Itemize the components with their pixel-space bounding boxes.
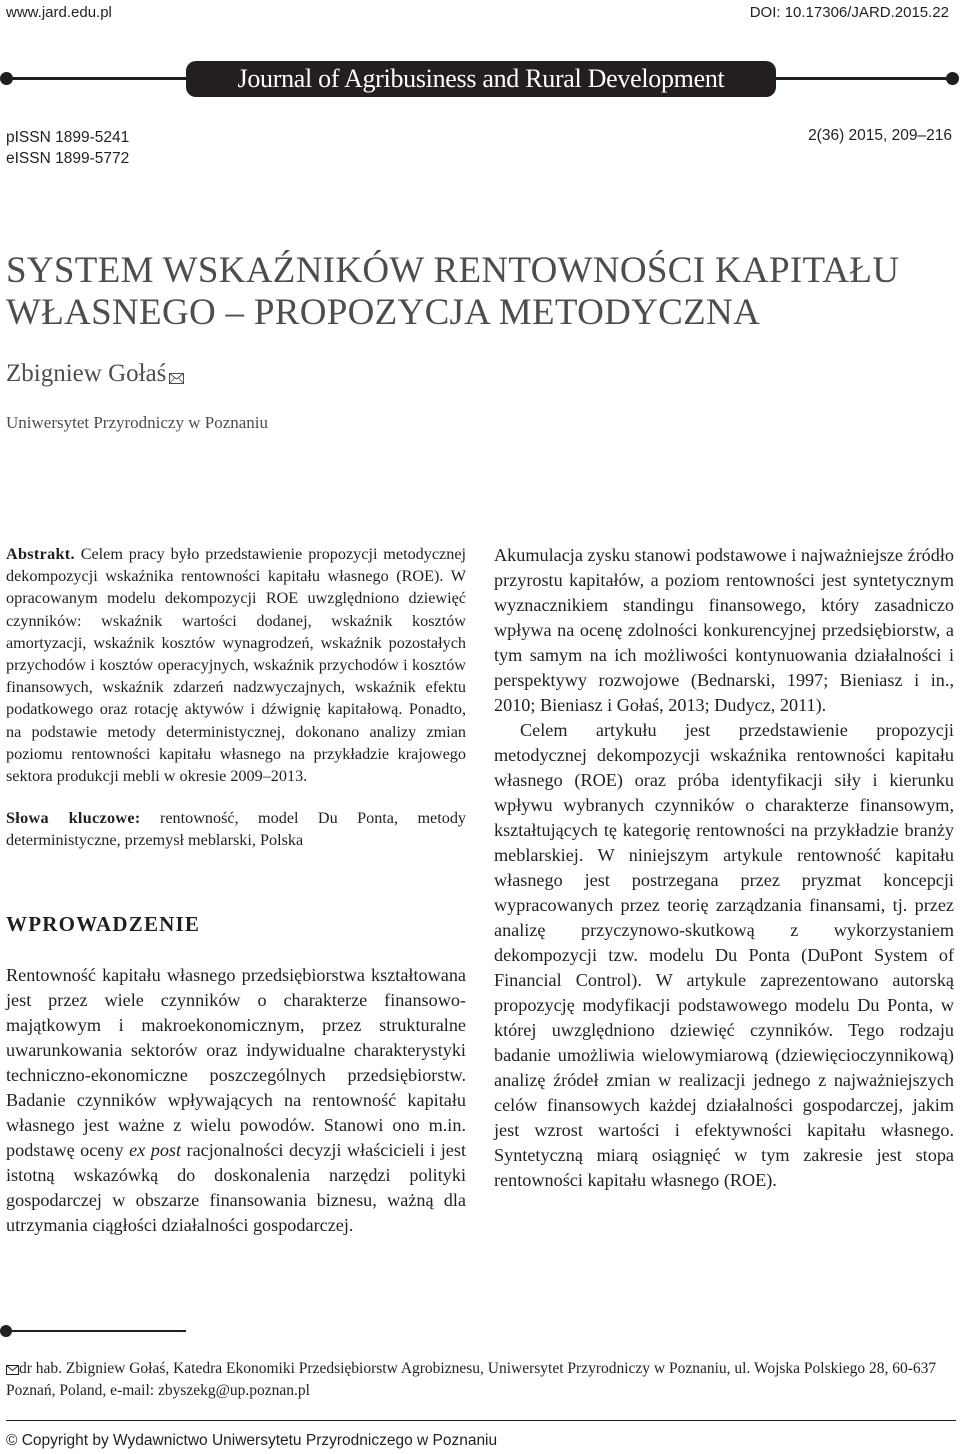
intro-paragraph-1 <box>6 963 466 1238</box>
affiliation: Uniwersytet Przyrodniczy w Poznaniu <box>6 413 269 432</box>
issn-block <box>6 127 129 169</box>
paragraph-text: racjonalności decyzji właścicieli i jest istotną wskazówką do doskonalenia narzędzi polityki gospodarczej w obszarze finansowania biznesu, ważną dla utrzymania ciągłości działalności gospodarczej. <box>6 1139 467 1235</box>
paragraph-text: Rentowność kapitału własnego przedsiębiorstwa kształtowana jest przez wiele czynników o charakterze finansowo-majątkowym i makroekonomicznym, przez strukturalne uwarunkowania sektorów oraz indywidualne charakterystyki techniczno-ekonomiczne poszczególnych przedsiębiorstw. Badanie czynników wpływających na rentowność kapitału własnego jest ważne z wielu powodów. Stanowi ono m.in. podstawę oceny <box>6 964 466 1160</box>
envelope-icon <box>169 363 184 391</box>
pissn: pISSN 1899-5241 <box>6 129 130 146</box>
article-title-line: WŁASNEGO – PROPOZYCJA METODYCZNA <box>6 292 761 333</box>
article-title-line: SYSTEM WSKAŹNIKÓW RENTOWNOŚCI KAPITAŁU <box>6 250 900 291</box>
journal-url[interactable]: www.jard.edu.pl <box>6 4 112 21</box>
italic-term: ex post <box>129 1139 182 1160</box>
page-divider <box>6 1420 956 1421</box>
doi-link[interactable]: DOI: 10.17306/JARD.2015.22 <box>749 4 949 21</box>
abstract-text: Celem pracy było przedstawienie propozycji metodycznej dekompozycji wskaźnika rentowności kapitału własnego (ROE). W opracowanym modelu dekompozycji ROE uwzględniono dziewięć czynników: wskaźnik wartości dodanej, wskaźnik kosztów amortyzacji, wskaźnik kosztów wynagrodzeń, wskaźnik pozostałych przychodów i kosztów operacyjnych, wskaźnik przychodów i kosztów finansowych, wskaźnik zdarzeń nadzwyczajnych, wskaźnik efektu podatkowego oraz rotację aktywów i dźwignię kapitałową. Ponadto, na podstawie metody deterministycznej, dokonano analizy zmian poziomu rentowności kapitału własnego na przykładzie krajowego sektora produkcji mebli w okresie 2009–2013. <box>6 545 467 786</box>
banner-rule-right <box>766 77 952 80</box>
keywords-text: rentowność, model Du Ponta, metody deterministyczne, przemysł meblarski, Polska <box>6 809 467 850</box>
footnote-rule-line <box>6 1330 186 1332</box>
footnote-text: dr hab. Zbigniew Gołaś, Katedra Ekonomiki Przedsiębiorstw Agrobiznesu, Uniwersytet Przyrodniczy w Poznaniu, ul. Wojska Polskiego 28, 60-637 Poznań, Poland, e-mail: zbyszekg@up.poznan.pl <box>6 1360 937 1399</box>
copyright: © Copyright by Wydawnictwo Uniwersytetu Przyrodniczego w Poznaniu <box>6 1432 498 1449</box>
journal-title: Journal of Agribusiness and Rural Development <box>186 61 776 97</box>
eissn: eISSN 1899-5772 <box>6 150 130 167</box>
article-title <box>6 250 946 334</box>
section-heading: WPROWADZENIE <box>6 911 201 936</box>
issue-pages: 2(36) 2015, 209–216 <box>808 127 952 144</box>
footnote <box>6 1359 956 1401</box>
author-line <box>6 360 184 391</box>
keywords-label: Słowa kluczowe: <box>6 809 141 828</box>
banner-rule-left <box>6 77 196 80</box>
keywords <box>6 807 466 851</box>
left-column <box>6 543 466 1238</box>
intro-paragraph-2: Akumulacja zysku stanowi podstawowe i najważniejsze źródło przyrostu kapitałów, a poziom rentowności jest syntetycznym wyznacznikiem standingu finansowego, który zasadniczo wpływa na ocenę zdolności konkurencyjnej przedsiębiorstw, a tym samym na ich możliwości kontynuowania działalności i perspektywy rozwojowe (Bednarski, 1997; Bieniasz i in., 2010; Bieniasz i Gołaś, 2013; Dudycz, 2011). <box>494 545 954 715</box>
right-column <box>494 543 954 1193</box>
author-name: Zbigniew Gołaś <box>6 360 167 387</box>
intro-paragraph-3: Celem artykułu jest przedstawienie propozycji metodycznej dekompozycji wskaźnika rentowności kapitału własnego (ROE) oraz próba identyfikacji siły i kierunku wpływu wybranych czynników o charakterze finansowym, kształtujących tę kategorię rentowności na przykładzie branży meblarskiej. W niniejszym artykule rentowność kapitału własnego jest postrzegana przez pryzmat koncepcji wypracowanych przez teorię zarządzania finansami, tj. przez analizę przyczynowo-skutkową z wykorzystaniem dekompozycji tzw. modelu Du Ponta (DuPont System of Financial Control). W artykule zaprezentowano autorską propozycję modyfikacji podstawowego modelu Du Ponta, w której uwzględniono dziewięć czynników. Tego rodzaju badanie umożliwia wielowymiarową (dziewięcioczynnikową) analizę źródeł zmian w realizacji jednego z najważniejszych celów finansowych każdej działalności gospodarczej, jakim jest wzrost wartości i efektywności kapitału własnego. Syntetyczną miarą osiągnięć w tym zakresie jest stopa rentowności kapitału własnego (ROE). <box>494 720 954 1190</box>
abstract <box>6 543 466 787</box>
envelope-icon <box>6 1361 19 1381</box>
banner-dot-right <box>946 72 959 85</box>
abstract-label: Abstrakt. <box>6 545 75 563</box>
footnote-rule <box>0 1325 190 1337</box>
journal-banner <box>0 61 960 97</box>
